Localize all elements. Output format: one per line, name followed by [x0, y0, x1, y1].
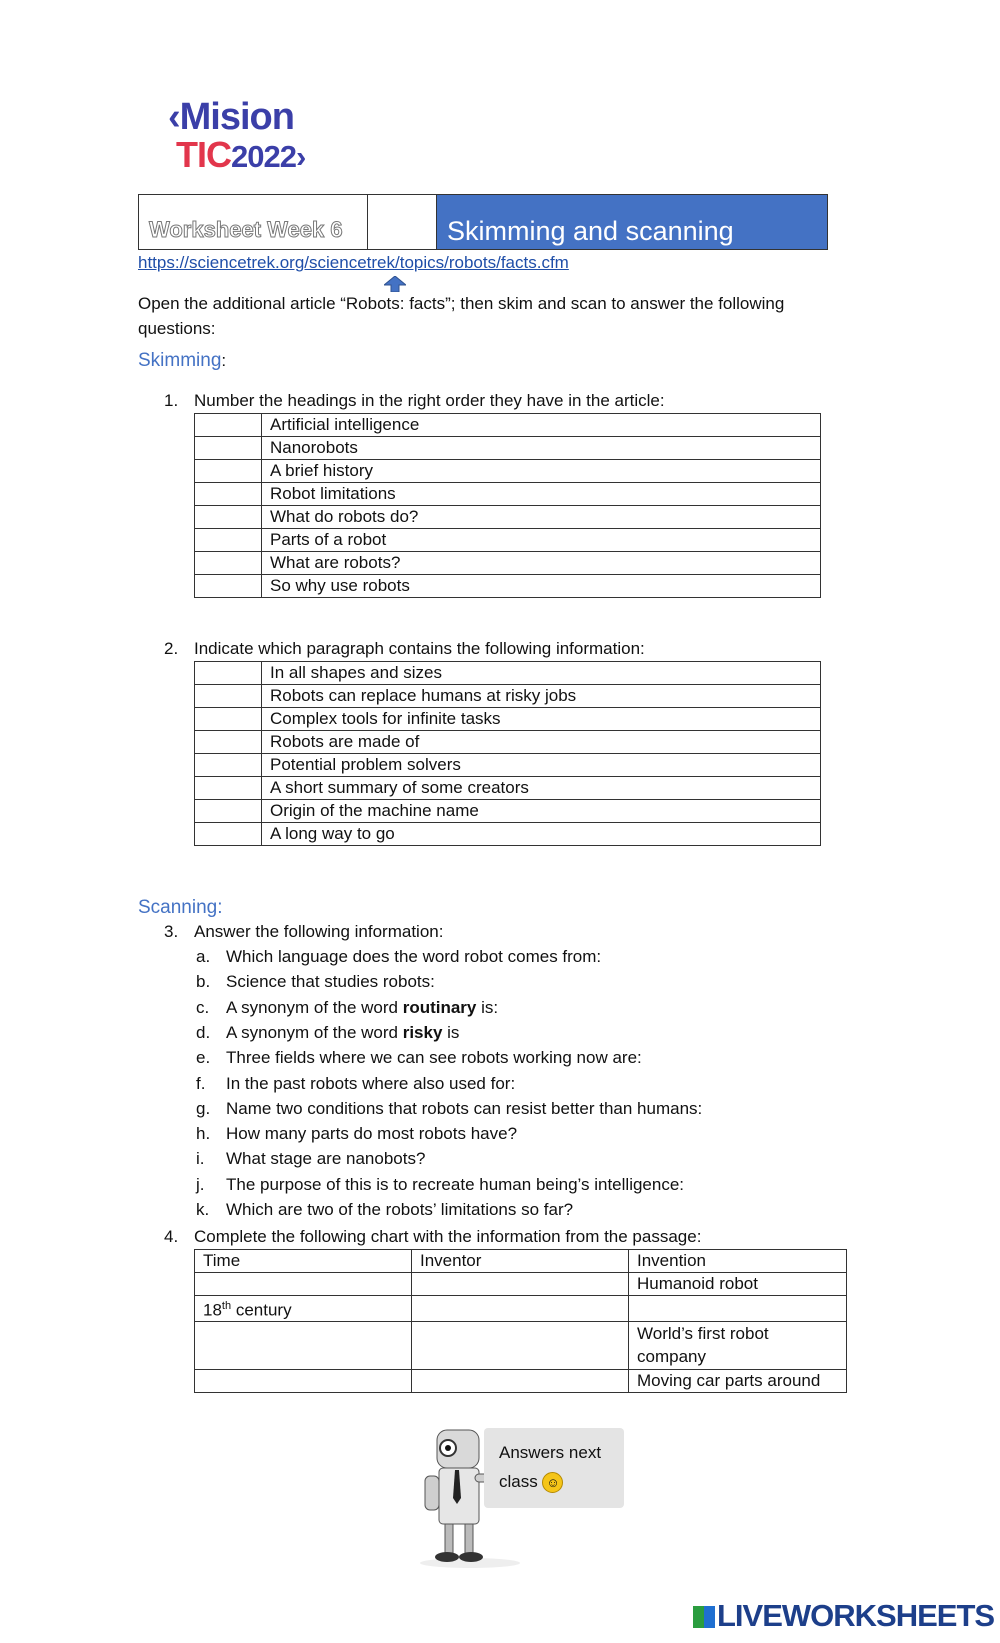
answer-cell[interactable] [195, 662, 262, 685]
heading-row [195, 552, 821, 575]
heading-text: What are robots? [262, 552, 821, 575]
item-letter: g. [196, 1098, 211, 1118]
liveworksheets-logo-icon [693, 1606, 715, 1628]
info-text: A long way to go [262, 823, 821, 846]
answer-cell[interactable] [195, 575, 262, 598]
logo-line1: ‹Mision [168, 96, 294, 138]
heading-text: What do robots do? [262, 506, 821, 529]
header-invention: Invention [629, 1250, 847, 1273]
heading-row [195, 414, 821, 437]
header-time: Time [195, 1250, 412, 1273]
answer-cell[interactable] [629, 1296, 847, 1322]
question-3: 3. Answer the following information: [164, 922, 444, 941]
info-text: Robots are made of [262, 731, 821, 754]
answer-cell[interactable] [195, 552, 262, 575]
inventions-chart [194, 1249, 847, 1393]
time-cell: 18th century [195, 1296, 412, 1322]
item-letter: a. [196, 947, 211, 966]
answer-cell[interactable] [195, 1369, 412, 1392]
item-letter: b. [196, 972, 211, 992]
header-inventor: Inventor [412, 1250, 629, 1273]
item-letter: j. [196, 1174, 205, 1194]
item-text: What stage are nanobots? [226, 1149, 426, 1169]
info-row [195, 754, 821, 777]
heading-row [195, 437, 821, 460]
info-row [195, 685, 821, 708]
heading-row [195, 506, 821, 529]
item-letter: d. [196, 1022, 211, 1042]
skimming-heading: Skimming: [138, 350, 227, 371]
item-text: The purpose of this is to recreate human being’s intelligence: [226, 1174, 685, 1194]
article-link[interactable]: https://sciencetrek.org/sciencetrek/topics/robots/facts.cfm [138, 253, 569, 272]
chart-header-row [195, 1250, 847, 1273]
info-text: Robots can replace humans at risky jobs [262, 685, 821, 708]
answer-cell[interactable] [195, 777, 262, 800]
chart-row [195, 1273, 847, 1296]
info-text: Potential problem solvers [262, 754, 821, 777]
item-text: Which language does the word robot comes from: [226, 947, 602, 966]
paragraph-table [194, 661, 821, 846]
heading-text: Parts of a robot [262, 529, 821, 552]
chart-row [195, 1369, 847, 1392]
item-text: In the past robots where also used for: [226, 1073, 516, 1093]
answers-next-class-note: Answers next class ☺ [484, 1428, 624, 1508]
info-row [195, 823, 821, 846]
item-letter: h. [196, 1124, 211, 1144]
heading-text: Artificial intelligence [262, 414, 821, 437]
answer-cell[interactable] [195, 506, 262, 529]
heading-text: Nanorobots [262, 437, 821, 460]
instructions: Open the additional article “Robots: facts”; then skim and scan to answer the following questions: [138, 294, 785, 338]
info-row [195, 800, 821, 823]
info-row [195, 777, 821, 800]
answer-cell[interactable] [195, 437, 262, 460]
item-text: Name two conditions that robots can resist better than humans: [226, 1098, 703, 1118]
answer-cell[interactable] [195, 823, 262, 846]
heading-text: So why use robots [262, 575, 821, 598]
info-row [195, 662, 821, 685]
header-empty-cell [368, 195, 437, 249]
up-arrow-icon [384, 276, 406, 292]
item-text: A synonym of the word routinary is: [226, 997, 499, 1017]
worksheet-week-label: Worksheet Week 6 [139, 195, 368, 249]
answer-cell[interactable] [412, 1273, 629, 1296]
heading-text: Robot limitations [262, 483, 821, 506]
question-2: 2. Indicate which paragraph contains the following information: [164, 639, 645, 658]
info-text: In all shapes and sizes [262, 662, 821, 685]
chart-row [195, 1296, 847, 1322]
answer-cell[interactable] [195, 731, 262, 754]
answer-cell[interactable] [195, 414, 262, 437]
item-text: How many parts do most robots have? [226, 1124, 518, 1144]
worksheet-title: Skimming and scanning [437, 195, 827, 249]
item-letter: i. [196, 1149, 205, 1169]
worksheet-header [138, 194, 828, 250]
scanning-heading: Scanning: [138, 897, 223, 918]
item-text: Science that studies robots: [226, 972, 435, 992]
mision-tic-logo [168, 68, 338, 178]
heading-row [195, 460, 821, 483]
info-text: Complex tools for infinite tasks [262, 708, 821, 731]
chart-row [195, 1321, 847, 1369]
item-text: Which are two of the robots’ limitations so far? [226, 1200, 574, 1219]
item-letter: f. [196, 1073, 206, 1093]
item-letter: c. [196, 997, 210, 1017]
smiley-icon: ☺ [542, 1472, 563, 1493]
answer-cell[interactable] [412, 1321, 629, 1369]
heading-row [195, 483, 821, 506]
heading-row [195, 575, 821, 598]
answer-cell[interactable] [195, 1273, 412, 1296]
invention-cell: World’s first robot company [629, 1321, 847, 1369]
answer-cell[interactable] [195, 685, 262, 708]
heading-row [195, 529, 821, 552]
logo-line2: TIC2022› [176, 134, 306, 175]
question-1: 1. Number the headings in the right order they have in the article: [164, 391, 665, 410]
item-text: A synonym of the word risky is [226, 1022, 460, 1042]
answer-cell[interactable] [412, 1369, 629, 1392]
invention-cell: Moving car parts around [629, 1369, 847, 1392]
answer-cell[interactable] [195, 460, 262, 483]
question-4: 4. Complete the following chart with the information from the passage: [164, 1227, 702, 1246]
item-letter: k. [196, 1200, 210, 1219]
answer-cell[interactable] [195, 483, 262, 506]
answer-cell[interactable] [195, 708, 262, 731]
headings-table [194, 413, 821, 598]
answer-cell[interactable] [195, 529, 262, 552]
info-text: A short summary of some creators [262, 777, 821, 800]
info-row [195, 731, 821, 754]
info-text: Origin of the machine name [262, 800, 821, 823]
item-text: Three fields where we can see robots working now are: [226, 1048, 642, 1068]
answer-cell[interactable] [195, 754, 262, 777]
answer-cell[interactable] [412, 1296, 629, 1322]
heading-text: A brief history [262, 460, 821, 483]
liveworksheets-brand[interactable]: LIVEWORKSHEETS [693, 1598, 994, 1634]
answer-cell[interactable] [195, 800, 262, 823]
info-row [195, 708, 821, 731]
invention-cell: Humanoid robot [629, 1273, 847, 1296]
item-letter: e. [196, 1048, 211, 1068]
answer-cell[interactable] [195, 1321, 412, 1369]
